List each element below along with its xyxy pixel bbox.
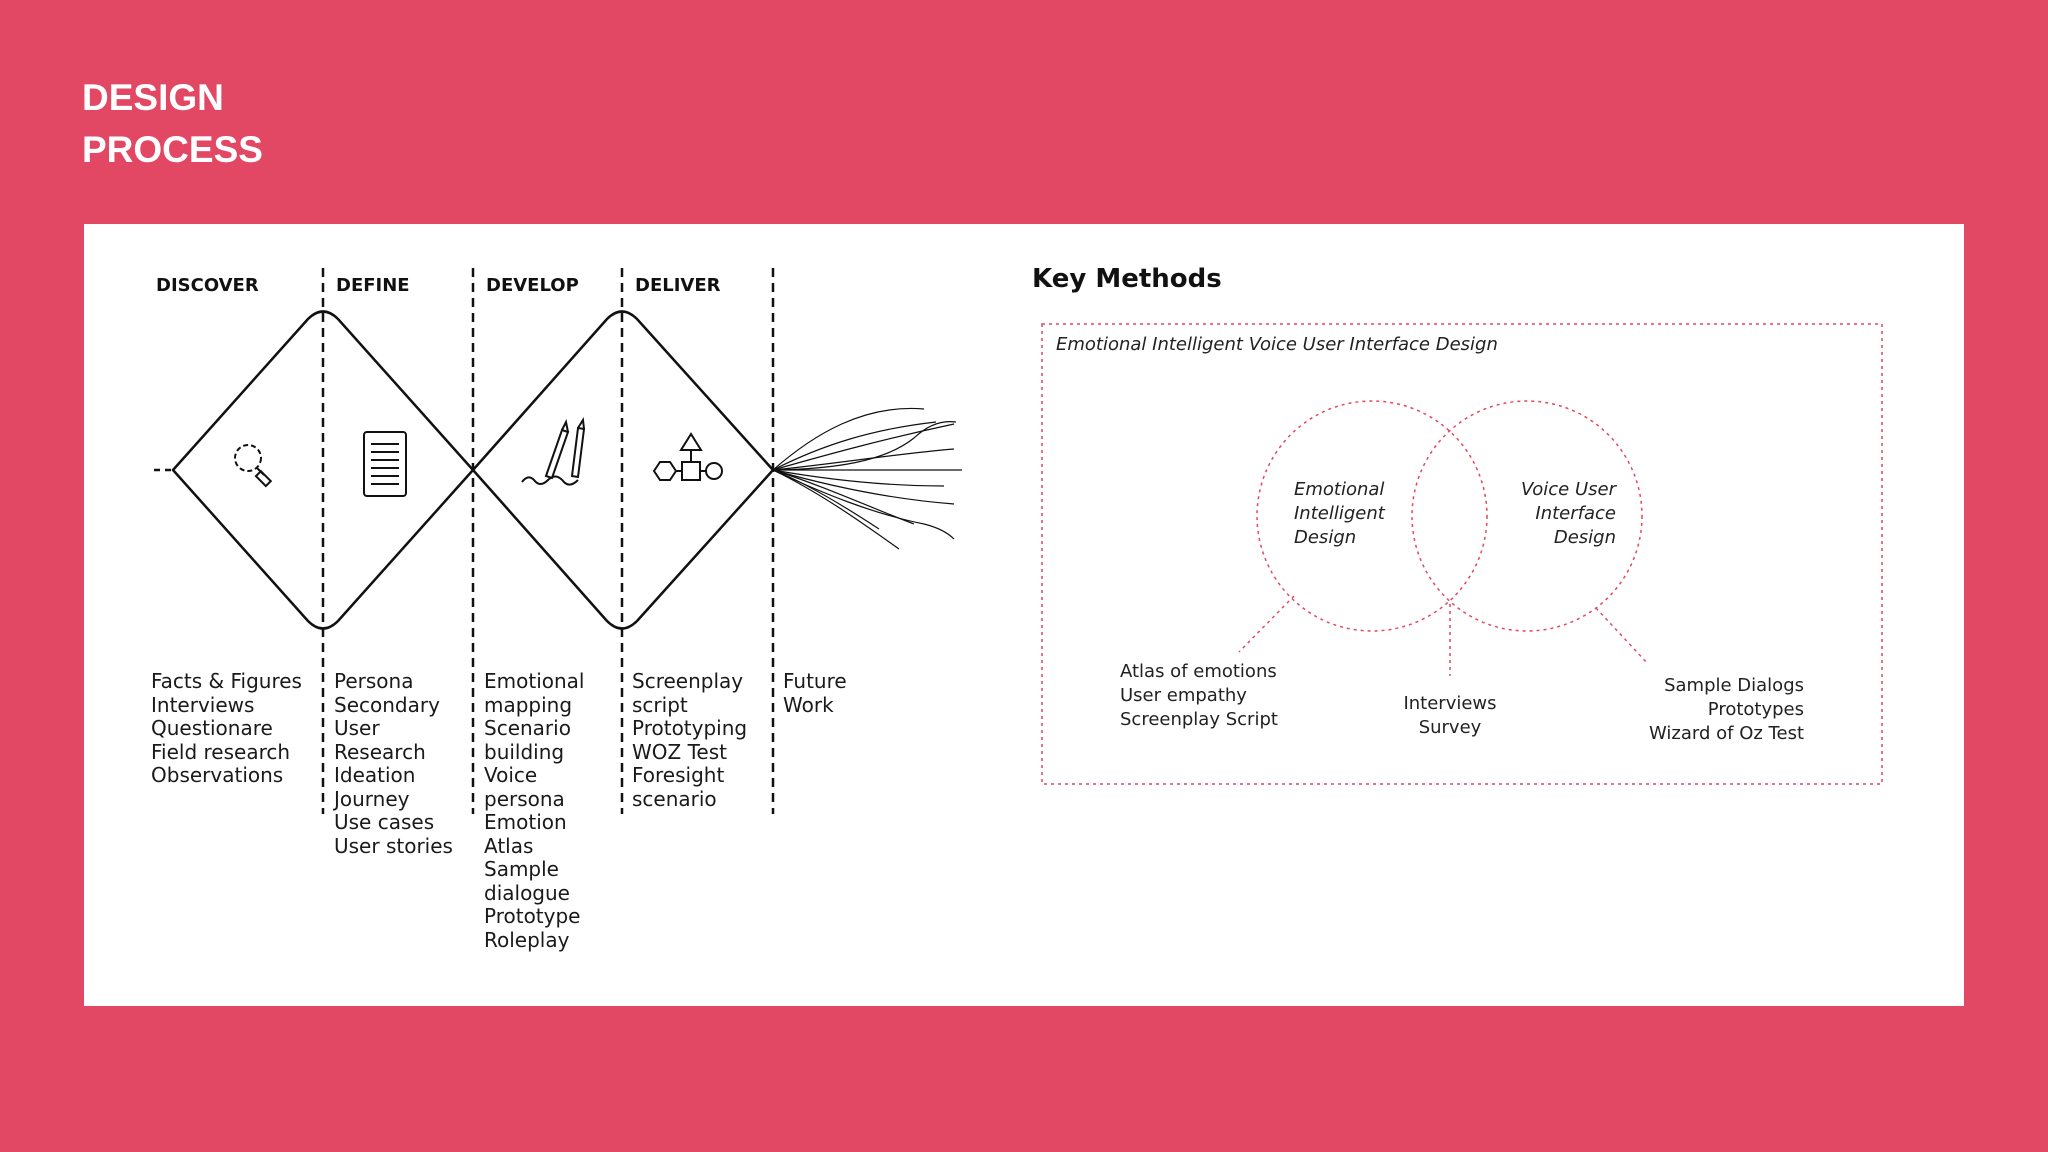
document-icon — [364, 432, 406, 496]
branching-lines-icon — [773, 408, 962, 549]
list-item: script — [632, 692, 688, 717]
venn-label-emotional — [1294, 478, 1385, 550]
list-item: Persona — [334, 669, 414, 693]
list-item: persona — [484, 786, 565, 811]
list-item: Use cases — [334, 810, 435, 834]
list-item: mapping — [484, 692, 573, 717]
content-card — [84, 224, 1964, 1006]
list-item: Atlas — [484, 833, 534, 858]
list-item: Prototyping — [632, 716, 748, 740]
list-item: Emotional — [484, 669, 585, 693]
method-item: User empathy — [1120, 685, 1247, 706]
method-item: Prototypes — [1707, 699, 1804, 720]
method-item: Wizard of Oz Test — [1649, 723, 1804, 744]
venn-label-line: Interface — [1535, 503, 1616, 524]
venn-label-line: Voice User — [1521, 479, 1616, 500]
method-item: Sample Dialogs — [1664, 675, 1804, 696]
list-item: Questionare — [151, 716, 273, 740]
venn-label-line: Design — [1553, 527, 1616, 548]
list-item: Work — [783, 692, 834, 717]
list-item: Roleplay — [484, 927, 570, 952]
phase-label-discover: DISCOVER — [156, 275, 259, 296]
list-item: Journey — [334, 786, 410, 811]
list-item: Voice — [484, 763, 538, 787]
phase-items-deliver — [632, 670, 747, 811]
list-item: Facts & Figures — [151, 669, 302, 693]
list-item: scenario — [632, 786, 717, 811]
list-item: User — [334, 716, 380, 740]
phase-items-future — [783, 670, 847, 717]
list-item: Screenplay — [632, 669, 744, 693]
page-title — [82, 72, 263, 176]
list-item: Observations — [151, 763, 284, 787]
page-title-line-2: PROCESS — [82, 129, 263, 170]
list-item: Prototype — [484, 904, 581, 928]
method-item: Atlas of emotions — [1120, 661, 1277, 682]
list-item: building — [484, 739, 565, 764]
phase-items-define — [334, 670, 453, 858]
list-item: Interviews — [151, 692, 255, 717]
list-item: Emotion — [484, 810, 567, 834]
list-item: Future — [783, 669, 847, 693]
venn-label-line: Emotional — [1294, 479, 1385, 500]
venn-label-voice — [1506, 478, 1616, 550]
connector-right — [1596, 608, 1648, 664]
connector-left — [1239, 596, 1294, 652]
list-item: Sample — [484, 857, 559, 881]
magnifier-icon — [235, 445, 271, 486]
list-item: WOZ Test — [632, 739, 727, 764]
list-item: Ideation — [334, 763, 416, 787]
key-methods-title: Key Methods — [1032, 264, 1222, 294]
shapes-icon — [654, 434, 722, 480]
list-item: Research — [334, 739, 426, 764]
list-item: Secondary — [334, 692, 440, 717]
method-item: Screenplay Script — [1120, 709, 1278, 730]
key-methods-subtitle: Emotional Intelligent Voice User Interface Design — [1056, 334, 1498, 355]
methods-left — [1120, 660, 1278, 732]
list-item: Scenario — [484, 716, 571, 740]
methods-right — [1624, 674, 1804, 746]
phase-label-deliver: DELIVER — [635, 275, 721, 296]
venn-label-line: Intelligent — [1294, 503, 1385, 524]
method-item: Interviews — [1403, 693, 1497, 714]
method-item: Survey — [1418, 717, 1482, 738]
list-item: dialogue — [484, 880, 570, 905]
phase-items-discover — [151, 670, 302, 788]
phase-label-define: DEFINE — [336, 275, 410, 296]
list-item: User stories — [334, 833, 453, 858]
phase-items-develop — [484, 670, 584, 952]
phase-label-develop: DEVELOP — [486, 275, 579, 296]
venn-label-line: Design — [1294, 527, 1357, 548]
list-item: Foresight — [632, 763, 725, 787]
pens-icon — [522, 420, 584, 485]
page-title-line-1: DESIGN — [82, 77, 224, 118]
list-item: Field research — [151, 739, 291, 764]
double-diamond-diagram — [84, 224, 1964, 1006]
methods-center — [1380, 692, 1520, 740]
